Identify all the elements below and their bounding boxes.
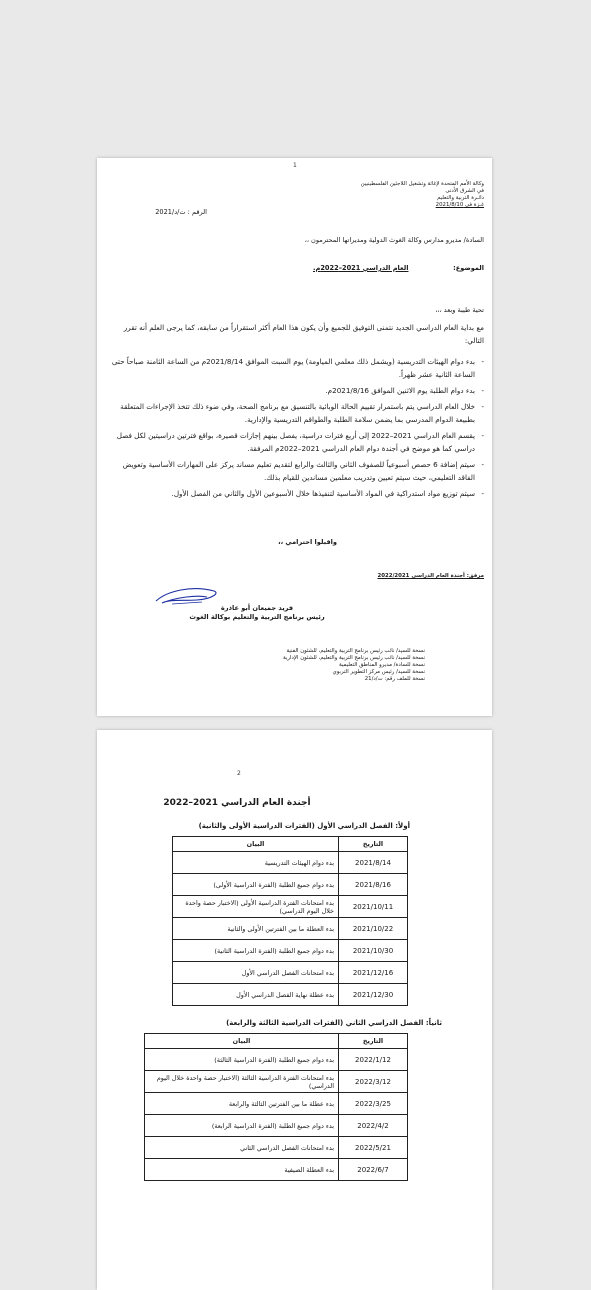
copies-list	[105, 648, 425, 683]
table-row: 2021/12/30 بدء عطلة نهاية الفصل الدراسي الأول	[173, 984, 408, 1006]
signer-name: فريد جميعان أبو عاذرة	[220, 604, 294, 612]
decision-list	[106, 355, 484, 503]
table-row: 2021/8/14 بدء دوام الهيئات التدريسية	[173, 852, 408, 874]
agenda-title: أجندة العام الدراسي 2021–2022	[163, 798, 311, 808]
list-item: - سيتم إضافة 6 حصص أسبوعياً للصفوف الثاني والثالث والرابع لتقديم تعليم مساند يركز على المهارات الأساسية وتعويض الفاقد التعليمي، حيث سيتم تعيين وتدريب معلمين مساندين للقيام بذلك.	[106, 458, 484, 484]
semester-2-table	[144, 1033, 408, 1181]
table-row: 2022/3/12 بدء امتحانات الفترة الدراسية الثالثة (الاختبار حصة واحدة خلال اليوم الدراسي)	[145, 1071, 408, 1093]
cc-line: نسخة للسيد/ نائب رئيس برنامج التربية والتعليم، للشئون الفنية	[286, 648, 425, 654]
table-row: 2021/8/16 بدء دوام جميع الطلبة (الفترة الدراسية الأولى)	[173, 874, 408, 896]
cc-line: نسخة للسيد/ نائب رئيس برنامج التربية والتعليم، للشئون الإدارية	[283, 655, 425, 661]
signer-block	[157, 604, 357, 622]
table-row: 2021/10/22 بدء العطلة ما بين الفترتين الأولى والثانية	[173, 918, 408, 940]
column-header-date: التاريخ	[339, 837, 408, 852]
table-row: 2021/10/11 بدء امتحانات الفترة الدراسية الأولى (الاختبار حصة واحدة خلال اليوم الدراسي)	[173, 896, 408, 918]
table-row: 2022/3/25 بدء عطلة ما بين الفترتين الثالثة والرابعة	[145, 1093, 408, 1115]
column-header-description: البيان	[145, 1034, 339, 1049]
attachment-note: مرفق: أجندة العام الدراسي 2022/2021	[377, 573, 484, 579]
table-row: 2022/5/21 بدء امتحانات الفصل الدراسي الثاني	[145, 1137, 408, 1159]
agenda-page	[97, 730, 492, 1290]
table-row: 2022/6/7 بدء العطلة الصيفية	[145, 1159, 408, 1181]
closing: واقبلوا احترامي ،،	[278, 538, 337, 546]
page-number: 1	[293, 162, 297, 169]
subject-text: العام الدراسي 2021–2022م.	[312, 264, 409, 272]
semester-1-title: أولاً: الفصل الدراسي الأول (الفترات الدراسية الأولى والثانية)	[198, 822, 410, 830]
table-row: 2022/4/2 بدء دوام جميع الطلبة (الفترة الدراسية الرابعة)	[145, 1115, 408, 1137]
letter-page	[97, 158, 492, 716]
letter-date: غـزة في 2021/8/10	[435, 202, 484, 208]
greeting: تحية طيبة وبعد ،،،	[435, 306, 484, 314]
org-line: دائـرة التربية والتعليم	[437, 195, 484, 201]
table-row: 2021/10/30 بدء دوام جميع الطلبة (الفترة الدراسية الثانية)	[173, 940, 408, 962]
addressee: السادة/ مديرو مدارس وكالة الغوث الدولية ومديراتها المحترمون ،،	[304, 236, 484, 244]
table-header-row	[173, 837, 408, 852]
intro-paragraph: مع بداية العام الدراسي الجديد نتمنى التوفيق للجميع وأن يكون هذا العام أكثر استقراراً من سابقه، كما يرجى العلم أنه تقرر التالي:	[123, 323, 484, 345]
subject-line	[114, 264, 484, 273]
cc-line: نسخة للسيد/ رئيس مركز التطوير التربوي	[332, 669, 425, 675]
org-line: وكالة الأمم المتحدة لإغاثة وتشغيل اللاجئين الفلسطينيين	[360, 181, 484, 187]
signer-title: رئيس برنامج التربية والتعليم بوكالة الغوث	[189, 613, 325, 621]
reference-number: الرقم : ت/د/2021	[155, 208, 207, 216]
list-item: - سيتم توزيع مواد استدراكية في المواد الأساسية لتنفيذها خلال الأسبوعين الأول والثاني من الفصل الأول.	[106, 487, 484, 500]
table-row: 2022/1/12 بدء دوام جميع الطلبة (الفترة الدراسية الثالثة)	[145, 1049, 408, 1071]
subject-label: الموضوع:	[453, 264, 484, 272]
cc-line: نسخة للسادة/ مديرو المناطق التعليمية	[339, 662, 425, 668]
list-item: - يقسم العام الدراسي 2021–2022 إلى أربع فترات دراسية، يفصل بينهم إجازات قصيرة، بواقع فترتين دراسيتين لكل فصل دراسي كما هو موضح في أجندة دوام العام الدراسي 2021–2022م المرفقة.	[106, 429, 484, 455]
organization-header	[284, 181, 484, 209]
page-number: 2	[237, 770, 241, 777]
column-header-date: التاريخ	[339, 1034, 408, 1049]
cc-line: نسخة للملف رقم: ت/د/21	[364, 676, 425, 682]
list-item: - خلال العام الدراسي يتم باستمرار تقييم الحالة الوبائية بالتنسيق مع برنامج الصحة، وفي ضوء ذلك تتخذ الإجراءات المتعلقة بطبيعة الدوام المدرسي بما يضمن سلامة الطلبة والطواقم التدريسية والإدارية.	[106, 400, 484, 426]
semester-1-table	[172, 836, 408, 1006]
list-item: - بدء دوام الهيئات التدريسية (ويشمل ذلك معلمي المياومة) يوم السبت الموافق 2021/8/14م من الساعة الثامنة صباحاً حتى الساعة الثانية عشر ظهراً.	[106, 355, 484, 381]
column-header-description: البيان	[173, 837, 339, 852]
org-line: في الشرق الأدنى	[445, 188, 484, 194]
table-header-row	[145, 1034, 408, 1049]
table-row: 2021/12/16 بدء امتحانات الفصل الدراسي الأول	[173, 962, 408, 984]
list-item: - بدء دوام الطلبة يوم الاثنين الموافق 2021/8/16م.	[106, 384, 484, 397]
semester-2-title: ثانياً: الفصل الدراسي الثاني (الفترات الدراسية الثالثة والرابعة)	[226, 1019, 442, 1027]
